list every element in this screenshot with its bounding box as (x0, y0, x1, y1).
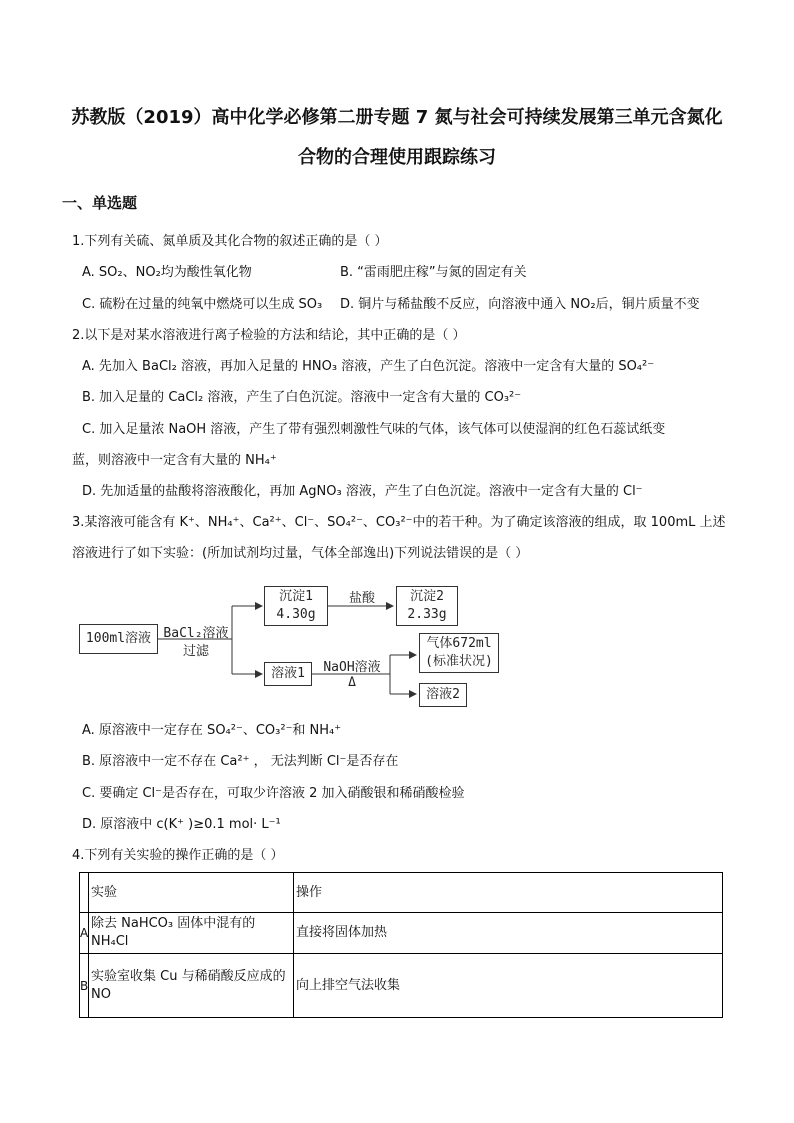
q2-option-d: D. 先加适量的盐酸将溶液酸化，再加 AgNO₃ 溶液，产生了白色沉淀。溶液中一定含有大量的 Cl⁻ (82, 484, 643, 499)
precipitate1-mass: 4.30g (276, 607, 316, 622)
q2-option-c-line1: C. 加入足量浓 NaOH 溶液，产生了带有强烈刺激性气味的气体，该气体可以使湿润的红色石蕊试纸变 (82, 422, 666, 437)
q1-option-b: B. “雷雨肥庄稼”与氮的固定有关 (340, 265, 527, 280)
q3-stem-line2: 溶液进行了如下实验：(所加试剂均过量，气体全部逸出)下列说法错误的是（ ） (72, 546, 529, 561)
precipitate1-box (264, 586, 328, 626)
section-heading: 一、单选题 (62, 194, 138, 212)
reagent2-label: NaOH溶液 (323, 660, 381, 675)
doc-title-line1: 苏教版（2019）高中化学必修第二册专题 7 氮与社会可持续发展第三单元含氮化 (71, 107, 723, 128)
solution1-label: 溶液1 (271, 666, 305, 681)
q1-option-a: A. SO₂、NO₂均为酸性氧化物 (82, 265, 252, 280)
table-cell: 向上排空气法收集 (294, 954, 723, 1018)
table-cell: 直接将固体加热 (294, 913, 723, 954)
heat-label: Δ (348, 675, 356, 690)
q4-table (79, 872, 723, 1018)
precipitate2-mass: 2.33g (407, 607, 447, 622)
gas-volume: 气体672ml (426, 636, 492, 651)
table-cell: 除去 NaHCO₃ 固体中混有的 NH₄Cl (89, 913, 294, 954)
q4-stem: 4.下列有关实验的操作正确的是（ ） (72, 848, 284, 863)
q3-option-d: D. 原溶液中 c(K⁺ )≥0.1 mol· L⁻¹ (82, 817, 281, 832)
q2-option-a: A. 先加入 BaCl₂ 溶液，再加入足量的 HNO₃ 溶液，产生了白色沉淀。溶液中一定含有大量的 SO₄²⁻ (82, 359, 655, 374)
q3-option-a: A. 原溶液中一定存在 SO₄²⁻、CO₃²⁻和 NH₄⁺ (82, 723, 342, 738)
q1-option-d: D. 铜片与稀盐酸不反应，向溶液中通入 NO₂后，铜片质量不变 (340, 297, 700, 312)
doc-title-line2: 合物的合理使用跟踪练习 (298, 147, 496, 168)
solution1-box (264, 662, 312, 686)
solution2-label: 溶液2 (426, 687, 460, 702)
table-row (80, 913, 723, 954)
filter-label: 过滤 (182, 644, 209, 659)
table-header-cell (80, 873, 89, 913)
q2-option-b: B. 加入足量的 CaCl₂ 溶液，产生了白色沉淀。溶液中一定含有大量的 CO₃²⁻ (82, 390, 522, 405)
table-header-cell: 实验 (89, 873, 294, 913)
gas-condition: (标准状况) (425, 654, 493, 669)
start-solution-box (79, 624, 158, 654)
table-cell: 实验室收集 Cu 与稀硝酸反应成的 NO (89, 954, 294, 1018)
q2-option-c-line2: 蓝，则溶液中一定含有大量的 NH₄⁺ (72, 453, 277, 468)
table-cell: A (80, 913, 89, 954)
solution2-box (419, 683, 467, 707)
precipitate2-box (396, 586, 458, 626)
reagent1-label: BaCl₂溶液 (163, 626, 229, 641)
q3-option-b: B. 原溶液中一定不存在 Ca²⁺ ， 无法判断 Cl⁻是否存在 (82, 754, 399, 769)
table-header-row (80, 873, 723, 913)
q1-stem: 1.下列有关硫、氮单质及其化合物的叙述正确的是（ ） (72, 234, 388, 249)
q1-option-c: C. 硫粉在过量的纯氧中燃烧可以生成 SO₃ (82, 297, 323, 312)
table-header-cell: 操作 (294, 873, 723, 913)
table-cell: B (80, 954, 89, 1018)
acid-label: 盐酸 (348, 591, 375, 606)
q2-stem: 2.以下是对某水溶液进行离子检验的方法和结论，其中正确的是（ ） (72, 328, 466, 343)
start-solution-label: 100ml溶液 (85, 631, 152, 646)
precipitate1-name: 沉淀1 (279, 589, 313, 604)
precipitate2-name: 沉淀2 (410, 589, 444, 604)
gas-box (419, 633, 499, 673)
table-row (80, 954, 723, 1018)
q3-option-c: C. 要确定 Cl⁻是否存在，可取少许溶液 2 加入硝酸银和稀硝酸检验 (82, 786, 465, 801)
q3-stem-line1: 3.某溶液可能含有 K⁺、NH₄⁺、Ca²⁺、Cl⁻、SO₄²⁻、CO₃²⁻中的若干种。为了确定该溶液的组成，取 100mL 上述 (72, 515, 726, 530)
